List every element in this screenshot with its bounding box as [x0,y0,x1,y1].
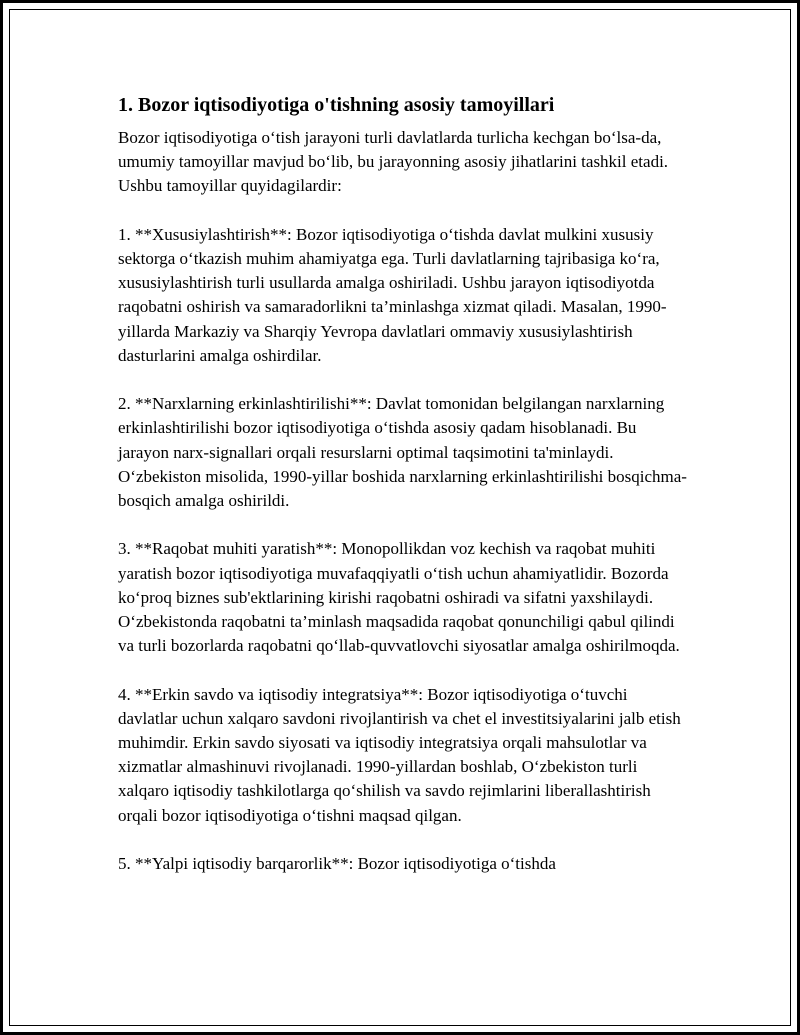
principle-free-trade-paragraph: 4. **Erkin savdo va iqtisodiy integratsiya**: Bozor iqtisodiyotiga o‘tuvchi davlatlar uchun xalqaro savdoni rivojlantirish va chet el investitsiyalarini jalb etish muhimdir. Erkin savdo siyosati va iqtisodiy integratsiya orqali mahsulotlar va xizmatlar almashinuvi rivojlanadi. 1990-yillardan boshlab, O‘zbekiston turli xalqaro iqtisodiy tashkilotlarga qo‘shilish va savdo rejimlarini liberallashtirish orqali bozor iqtisodiyotiga o‘tishni maqsad qilgan. [118,684,681,825]
document-body [118,92,688,900]
principle-price-liberalization-paragraph: 2. **Narxlarning erkinlashtirilishi**: Davlat tomonidan belgilangan narxlarning erkinlashtirilishi bozor iqtisodiyotiga o‘tishda asosiy qadam hisoblanadi. Bu jarayon narx-signallari orqali resurslarni optimal taqsimotini ta'minlaydi. O‘zbekiston misolida, 1990-yillar boshida narxlarning erkinlashtirilishi bosqichma-bosqich amalga oshirildi. [118,394,687,511]
principle-privatization-paragraph: 1. **Xususiylashtirish**: Bozor iqtisodiyotiga o‘tishda davlat mulkini xususiy sektorga o‘tkazish muhim ahamiyatga ega. Turli davlatlarning tajribasiga ko‘ra, xususiylashtirish turli usullarda amalga oshiriladi. Ushbu jarayon iqtisodiyotda raqobatni oshirish va samaradorlikni ta’minlashga xizmat qiladi. Masalan, 1990-yillarda Markaziy va Sharqiy Yevropa davlatlari ommaviy xususiylashtirish dasturlarini amalga oshirdilar. [118,224,667,365]
principle-macro-stability-paragraph: 5. **Yalpi iqtisodiy barqarorlik**: Bozor iqtisodiyotiga o‘tishda [118,854,556,874]
intro-paragraph: Bozor iqtisodiyotiga o‘tish jarayoni turli davlatlarda turlicha kechgan bo‘lsa-da, umumiy tamoyillar mavjud bo‘lib, bu jarayonning asosiy jihatlarini tashkil etadi. Ushbu tamoyillar quyidagilardir: [118,128,669,196]
principle-competition-paragraph: 3. **Raqobat muhiti yaratish**: Monopollikdan voz kechish va raqobat muhiti yaratish bozor iqtisodiyotiga muvafaqqiyatli o‘tish uchun ahamiyatlidir. Bozorda ko‘proq biznes sub'ektlarining kirishi raqobatni oshiradi va sifatni yaxshilaydi. O‘zbekistonda raqobatni ta’minlash maqsadida raqobat qonunchiligi qabul qilindi va turli bozorlarda raqobatni qo‘llab-quvvatlovchi siyosatlar amalga oshirilmoqda. [118,539,680,656]
section-title: 1. Bozor iqtisodiyotiga o'tishning asosiy tamoyillari [118,94,555,116]
